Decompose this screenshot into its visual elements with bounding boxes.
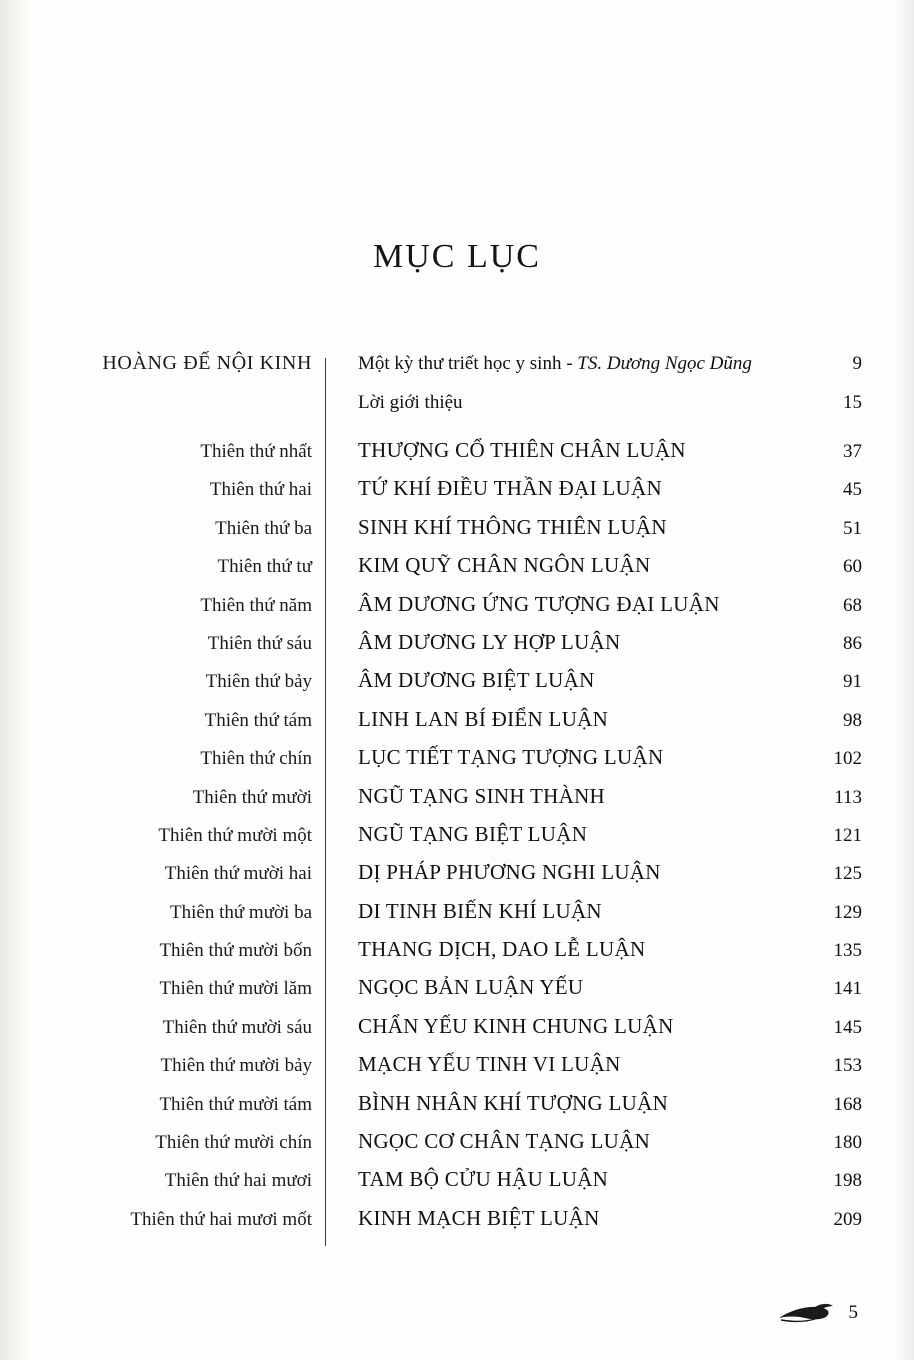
toc-chapter-page: 129 [833,901,862,923]
toc-chapter-page: 45 [843,479,862,501]
toc-row[interactable] [72,476,862,514]
toc-chapter-page: 125 [833,863,862,885]
toc-chapter-label: Thiên thứ năm [200,594,312,616]
toc-chapter-title: ÂM DƯƠNG BIỆT LUẬN [358,668,595,693]
toc-entry-page: 15 [843,392,862,413]
toc-chapter-label: Thiên thứ tám [204,709,312,731]
toc-row[interactable] [72,822,862,860]
toc-chapter-label: Thiên thứ hai mươi mốt [130,1208,312,1230]
toc-row[interactable] [72,937,862,975]
toc-chapter-page: 141 [833,978,862,1000]
toc-chapter-title: SINH KHÍ THÔNG THIÊN LUẬN [358,514,667,539]
toc-row[interactable] [72,592,862,630]
toc-chapter-title: CHẨN YẾU KINH CHUNG LUẬN [358,1013,674,1038]
toc-chapter-page: 91 [843,671,862,693]
toc-chapter-label: Thiên thứ ba [215,517,312,539]
toc-row[interactable] [72,515,862,553]
toc-chapter-page: 209 [833,1208,862,1230]
toc-row[interactable] [72,784,862,822]
toc-chapter-label: Thiên thứ mười ba [170,901,312,923]
toc-chapter-page: 198 [833,1170,862,1192]
toc-row[interactable] [72,975,862,1013]
toc-chapter-label: Thiên thứ mười [192,786,312,808]
toc-chapter-page: 98 [843,709,862,731]
toc-chapter-title: DỊ PHÁP PHƯƠNG NGHI LUẬN [358,860,661,885]
toc-row-front-matter[interactable] [72,352,862,392]
toc-chapter-label: Thiên thứ nhất [200,441,312,462]
toc-chapter-title: ÂM DƯƠNG LY HỢP LUẬN [358,629,621,654]
toc-chapter-title: NGŨ TẠNG SINH THÀNH [358,783,606,808]
toc-chapter-label: Thiên thứ bảy [205,671,312,693]
toc-chapter-label: Thiên thứ sáu [207,632,312,654]
toc-row[interactable] [72,860,862,898]
toc-row[interactable] [72,1129,862,1167]
toc-chapter-page: 68 [843,594,862,616]
toc-chapter-page: 86 [843,632,862,654]
toc-chapter-page: 60 [843,556,862,578]
toc-chapter-title: TỨ KHÍ ĐIỀU THẦN ĐẠI LUẬN [358,476,662,501]
page-number: 5 [848,1302,858,1323]
toc-chapter-label: Thiên thứ mười tám [159,1093,312,1115]
toc-chapter-label: Thiên thứ mười chín [155,1132,312,1154]
toc-row[interactable] [72,668,862,706]
toc-chapter-label: Thiên thứ hai mươi [164,1170,312,1192]
toc-chapter-label: Thiên thứ mười lăm [159,978,312,1000]
toc-chapter-title: BÌNH NHÂN KHÍ TƯỢNG LUẬN [358,1090,669,1115]
toc-chapter-title: NGŨ TẠNG BIỆT LUẬN [358,821,588,846]
toc-row[interactable] [72,707,862,745]
toc-row[interactable] [72,899,862,937]
toc-entry-title: Lời giới thiệu [358,392,463,413]
toc-row[interactable] [72,1014,862,1052]
toc-chapter-page: 168 [833,1093,862,1115]
toc-chapter-title: NGỌC CƠ CHÂN TẠNG LUẬN [358,1129,651,1154]
toc-chapter-page: 145 [833,1016,862,1038]
toc-chapter-page: 113 [834,786,862,808]
toc-chapter-label: Thiên thứ mười sáu [162,1016,312,1038]
toc-entry-author: - TS. Dương Ngọc Dũng [566,353,752,374]
toc-chapter-title: THANG DỊCH, DAO LỄ LUẬN [358,937,646,962]
toc-entry-page: 9 [852,353,862,374]
page-title: MỤC LỤC [373,238,541,275]
toc-chapter-page: 102 [833,748,862,770]
toc-chapter-label: Thiên thứ mười bốn [159,940,312,962]
toc-chapter-label: Thiên thứ hai [209,479,312,501]
toc-chapter-page: 153 [833,1055,862,1077]
ornament-icon [775,1300,841,1326]
toc-chapter-page: 121 [833,824,862,846]
toc-row[interactable] [72,1052,862,1090]
toc-chapter-label: Thiên thứ mười bảy [160,1055,312,1077]
toc-row[interactable] [72,553,862,591]
toc-chapter-label: Thiên thứ tư [217,556,312,578]
toc-chapter-title: KINH MẠCH BIỆT LUẬN [358,1205,600,1230]
toc-section-label: HOÀNG ĐẾ NỘI KINH [102,352,312,374]
toc-chapter-label: Thiên thứ mười một [158,824,312,846]
toc-chapter-label: Thiên thứ mười hai [164,863,312,885]
toc-row[interactable] [72,745,862,783]
toc-chapter-label: Thiên thứ chín [200,748,312,770]
toc-chapter-page: 180 [833,1132,862,1154]
toc-chapter-title: THƯỢNG CỔ THIÊN CHÂN LUẬN [358,438,686,462]
page-footer [775,1300,859,1326]
toc-chapter-title: DI TINH BIẾN KHÍ LUẬN [358,898,602,923]
table-of-contents [72,352,862,1244]
toc-row[interactable] [72,1091,862,1129]
toc-chapter-page: 135 [833,940,862,962]
toc-chapter-title: MẠCH YẾU TINH VI LUẬN [358,1052,621,1077]
toc-chapter-title: NGỌC BẢN LUẬN YẾU [358,975,584,1000]
toc-entry-title [334,353,802,375]
toc-chapter-title: LỤC TIẾT TẠNG TƯỢNG LUẬN [358,745,664,770]
toc-chapter-title: ÂM DƯƠNG ỨNG TƯỢNG ĐẠI LUẬN [358,591,720,616]
toc-chapter-title: LINH LAN BÍ ĐIỂN LUẬN [358,706,609,731]
toc-row[interactable] [72,630,862,668]
toc-row[interactable] [72,1206,862,1244]
toc-row[interactable] [72,438,862,476]
toc-chapter-page: 37 [843,441,862,462]
toc-row[interactable] [72,1167,862,1205]
toc-row-introduction[interactable] [72,392,862,438]
toc-chapter-title: KIM QUỸ CHÂN NGÔN LUẬN [358,553,651,578]
toc-chapter-page: 51 [843,517,862,539]
toc-chapter-title: TAM BỘ CỬU HẬU LUẬN [358,1167,609,1192]
toc-entry-title-text: Một kỳ thư triết học y sinh [358,353,562,374]
